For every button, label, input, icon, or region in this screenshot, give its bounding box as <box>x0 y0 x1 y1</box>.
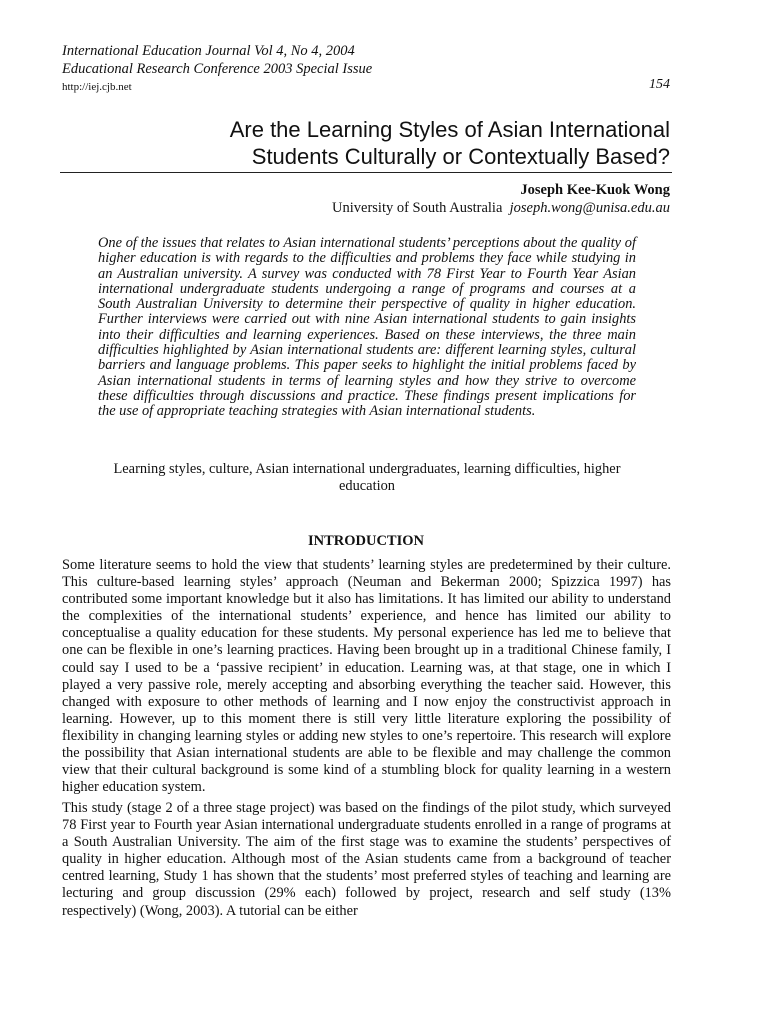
journal-issue: Educational Research Conference 2003 Special Issue <box>62 61 373 77</box>
intro-paragraph-2: This study (stage 2 of a three stage project) was based on the findings of the pilot study, which surveyed 78 First year to Fourth year Asian international undergraduate students enrolled in a range of programs at a South Australian University. The aim of the first stage was to examine the students’ perspectives of quality in higher education. Although most of the Asian students came from a background of teacher centred learning, Study 1 has shown that the students’ most preferred styles of teaching and learning are lecturing and group discussion (29% each) followed by project, research and self study (13% respectively) (Wong, 2003). A tutorial can be either <box>62 800 671 919</box>
author-email[interactable]: joseph.wong@unisa.edu.au <box>509 200 670 216</box>
journal-url[interactable]: http://iej.cjb.net <box>62 81 132 93</box>
intro-paragraph-1: Some literature seems to hold the view that students’ learning styles are predetermined by their culture. This culture-based learning styles’ approach (Neuman and Bekerman 2000; Spizzica 1997) has contributed some important knowledge but it also has limitations. It has limited our ability to understand the complexities of the international students’ experience, and hence has limited our ability to conceptualise a quality education for these students. My personal experience has led me to believe that one can be flexible in one’s learning practices. Having been brought up in a traditional Chinese family, I could say I used to be a ‘passive recipient’ in education. Learning was, at that stage, one in which I played a very passive role, merely accepting and absorbing everything the teacher said. However, this changed with exposure to other methods of learning and I now enjoy the constructivist approach in learning. However, up to this moment there is still very little literature exploring the possibility of flexibility in changing learning styles or adding new styles to one’s repertoire. This research will explore the possibility that Asian international students are able to be flexible and may challenge the common view that their cultural background is some kind of a stumbling block for quality learning in a western higher education system. <box>62 557 671 796</box>
title-line-2: Students Culturally or Contextually Based? <box>251 144 670 169</box>
affiliation-name: University of South Australia <box>332 200 503 216</box>
introduction-heading: INTRODUCTION <box>307 533 424 549</box>
abstract: One of the issues that relates to Asian international students’ perceptions about the quality of higher education is with regards to the difficulties and problems they face while studying in an Australian university. A survey was conducted with 78 First Year to Fourth Year Asian international undergraduate students undergoing a range of programs and courses at a South Australian University to determine their perspective of quality in higher education. Further interviews were carried out with nine Asian international students to gain insights into their difficulties and learning experiences. Based on these interviews, the three main difficulties highlighted by Asian international students are: different learning styles, cultural barriers and language problems. This paper seeks to highlight the initial problems faced by Asian international students in terms of learning styles and how they strive to overcome these difficulties through discussions and practice. These findings present implications for the use of appropriate teaching strategies with Asian international students. <box>98 235 636 420</box>
paper-title <box>62 116 670 170</box>
page-number: 154 <box>649 77 670 92</box>
title-line-1: Are the Learning Styles of Asian International <box>229 117 670 142</box>
journal-name: International Education Journal Vol 4, No 4, 2004 <box>62 43 355 59</box>
keywords: Learning styles, culture, Asian international undergraduates, learning difficulties, higher education <box>113 461 621 494</box>
author-name: Joseph Kee-Kuok Wong <box>520 182 670 198</box>
title-divider <box>60 172 672 173</box>
author-affiliation <box>332 199 670 217</box>
